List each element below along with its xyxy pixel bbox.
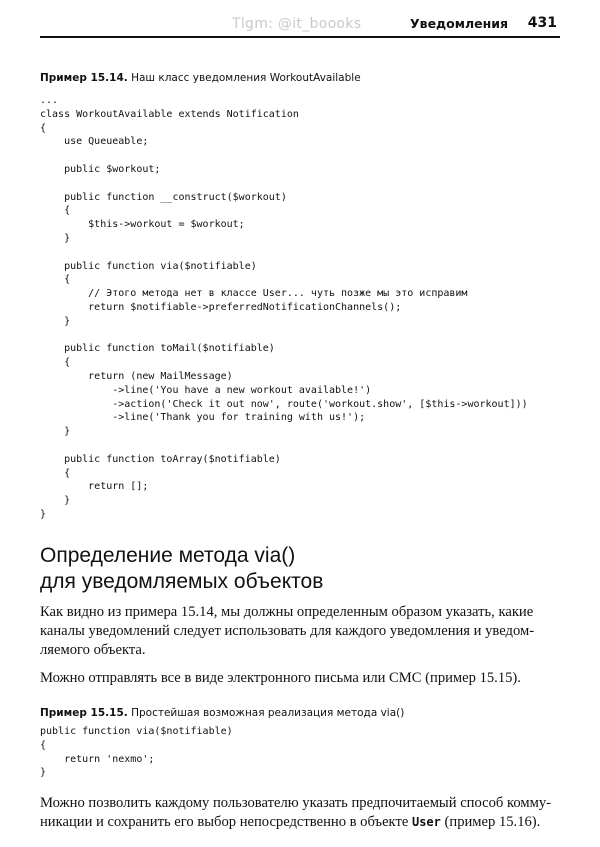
code-line: public function __construct($workout) [40, 191, 287, 203]
code-line [40, 246, 528, 260]
code-line: public function toArray($notifiable) [40, 453, 281, 465]
code-line [40, 329, 528, 343]
text-line: каналы уведомлений следует использовать для каждого уведомления и уведом- [40, 623, 535, 639]
text-line: Можно отправлять все в виде электронного письма или СМС (пример 15.15). [40, 670, 521, 686]
code-line: public function via($notifiable) [40, 726, 233, 737]
code-line: } [40, 508, 47, 520]
code-line: ->line('You have a new workout available!') [40, 384, 372, 396]
code-line: public $workout; [40, 163, 161, 175]
caption-text: Простейшая возможная реализация метода via() [127, 707, 405, 719]
example-15-14-caption [40, 72, 361, 84]
page-number: 431 [527, 15, 557, 31]
paragraph-channels [40, 603, 562, 660]
caption-text: Наш класс уведомления WorkoutAvailable [127, 72, 361, 84]
paragraph-email-sms [40, 669, 562, 688]
code-line: } [40, 426, 71, 438]
watermark: Tlgm: @it_boooks [232, 16, 362, 32]
chapter-title: Уведомления [410, 16, 508, 31]
code-line: } [40, 315, 71, 327]
caption-label: Пример 15.14. [40, 72, 128, 84]
code-line: } [40, 232, 71, 244]
code-line: class WorkoutAvailable extends Notification [40, 108, 299, 120]
code-line: // Этого метода нет в классе User... чуть позже мы это исправим [40, 288, 468, 300]
text-line: ляемого объекта. [40, 642, 146, 658]
section-heading-line: для уведомляемых объектов [40, 570, 324, 593]
inline-code-user: User [411, 815, 441, 829]
paragraph-user-preference [40, 794, 562, 832]
text-line: Можно позволить каждому пользователю указать предпочитаемый способ комму- [40, 795, 551, 811]
code-line: $this->workout = $workout; [40, 219, 245, 231]
caption-label: Пример 15.15. [40, 707, 128, 719]
text-fragment: никации и сохранить его выбор непосредственно в объекте [40, 814, 412, 830]
code-line: { [40, 739, 47, 751]
code-line [40, 439, 528, 453]
code-line: ... [40, 95, 59, 106]
code-line: public function toMail($notifiable) [40, 343, 275, 355]
code-line: public function via($notifiable) [40, 260, 257, 272]
code-line: } [40, 767, 47, 779]
code-line: ->line('Thank you for training with us!'); [40, 412, 366, 424]
code-listing-15-14 [40, 94, 528, 522]
code-line: return $notifiable->preferredNotificationChannels(); [40, 301, 402, 313]
code-line [40, 177, 528, 191]
text-fragment: (пример 15.16). [440, 814, 541, 830]
text-line: Как видно из примера 15.14, мы должны определенным образом указать, какие [40, 604, 534, 620]
code-line: return 'nexmo'; [40, 753, 155, 765]
code-line: { [40, 205, 71, 217]
example-15-15-caption [40, 707, 404, 719]
code-line: { [40, 122, 47, 134]
code-line: return []; [40, 481, 149, 493]
code-line [40, 149, 528, 163]
code-line: } [40, 495, 71, 507]
text-line [40, 813, 562, 832]
code-line: use Queueable; [40, 136, 149, 148]
section-heading-line: Определение метода via() [40, 544, 296, 567]
code-line: ->action('Check it out now', route('workout.show', [$this->workout])) [40, 398, 528, 410]
section-heading [40, 543, 323, 595]
code-line: { [40, 467, 71, 479]
code-listing-15-15 [40, 725, 233, 780]
code-line: { [40, 274, 71, 286]
code-line: return (new MailMessage) [40, 370, 233, 382]
code-line: { [40, 357, 71, 369]
